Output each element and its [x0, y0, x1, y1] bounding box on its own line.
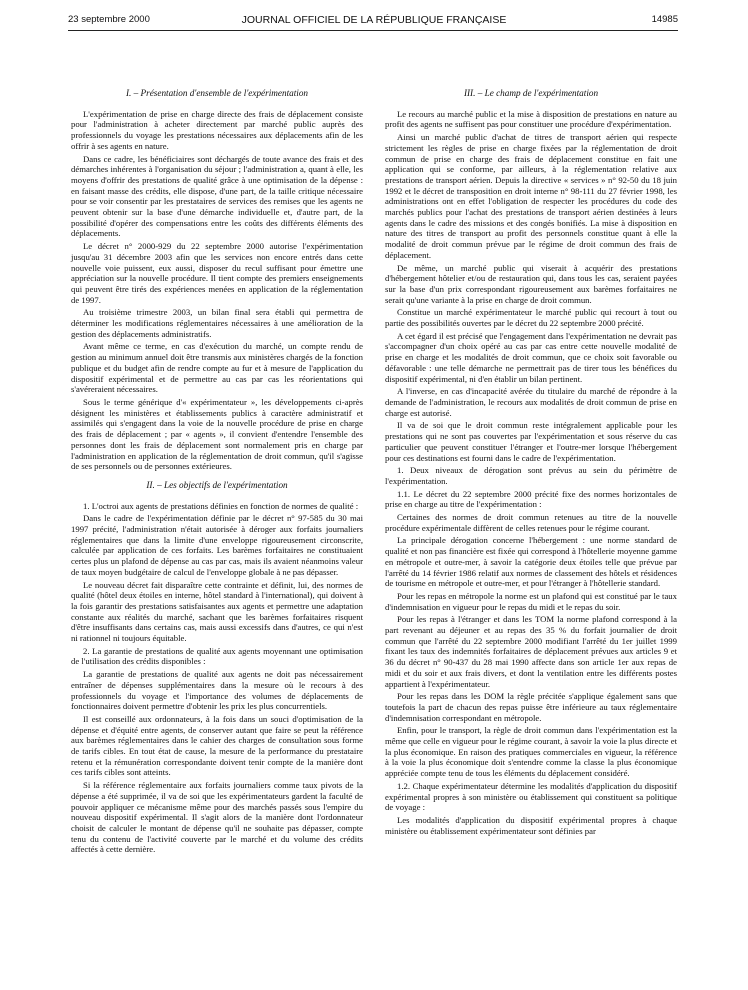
section-2-title: II. – Les objectifs de l'expérimentation	[146, 479, 288, 490]
paragraph: Les modalités d'application du dispositif expérimental propres à chaque ministère ou établissement expérimentateur sont définies par	[385, 815, 677, 836]
paragraph: Le décret n° 2000-929 du 22 septembre 2000 autorise l'expérimentation jusqu'au 31 décembre 2003 afin que les services non encore entrés dans cette nouvelle voie puissent, eux aussi, disposer du recul suffisant pour émettre une appréciation sur la nouvelle procédure. Il tient compte des premiers enseignements qui peuvent être tirés des expériences menées en application de la réglementation de 1997.	[71, 241, 363, 305]
paragraph: Enfin, pour le transport, la règle de droit commun dans l'expérimentation est la même que celle en vigueur pour le régime courant, à savoir la voie la plus directe et la plus économique. En raison des pratiques commerciales en vigueur, la référence à la voie la plus économique doit s'entendre comme la classe la plus économique appréciée compte tenu de tous les éléments du déplacement considéré.	[385, 725, 677, 779]
paragraph: L'expérimentation de prise en charge directe des frais de déplacement consiste pour l'administration à acheter directement par marché public auprès des professionnels du voyage les prestations nécessaires aux déplacements afin de les offrir à ses agents en nature.	[71, 108, 363, 151]
paragraph: Sous le terme générique d'« expérimentateur », les développements ci-après désignent les ministères et établissements publics à caractère administratif et assimilés qui s'engagent dans la voie de la nouvelle procédure de prise en charge des frais de déplacement ; par « agents », il convient d'entendre l'ensemble des personnes dont les frais de déplacement sont normalement pris en charge par l'administration en application de la réglementation de droit commun, qu'il s'agisse de ses personnels ou de personnes extérieures.	[71, 396, 363, 472]
paragraph: Constitue un marché expérimentateur le marché public qui recourt à tout ou partie des possibilités ouvertes par le décret du 22 septembre 2000 précité.	[385, 307, 677, 329]
paragraph: De même, un marché public qui viserait à acquérir des prestations d'hébergement hôtelier et/ou de restauration qui, dans tous les cas, seraient payées sur la base d'un prix correspondant rigoureusement aux barèmes forfaitaires ne serait qu'une variante à la prise en charge de droit commun.	[385, 262, 677, 305]
paragraph: Pour les repas à l'étranger et dans les TOM la norme plafond correspond à la part revenant au déjeuner et au repas des 35 % du forfait journalier de droit commun que l'arrêté du 22 septembre 2000 modifiant l'arrêté du 1er juillet 1999 fixant les taux des indemnités forfaitaires de déplacement prévues aux articles 9 et 36 du décret n° 90-437 du 28 mai 1990 affecte dans son article 1er aux repas de midi et du soir et aux frais divers, et dont la ventilation entre les différents postes appartient à l'expérimentateur.	[385, 614, 677, 689]
paragraph: Pour les repas dans les DOM la règle précitée s'applique également sans que toutefois la part de chacun des repas puisse être inférieure au taux réglementaire d'indemnisation correspondant en métropole.	[385, 691, 677, 723]
paragraph: Si la référence réglementaire aux forfaits journaliers comme taux pivots de la dépense a été supprimée, il va de soi que les expérimentateurs gardent la faculté de pouvoir appliquer ce mécanisme même pour des marchés passés sous l'empire du nouveau dispositif expérimental. Il s'agit alors de la manière dont l'ordonnateur choisit de calculer le montant de dépense qu'il ne souhaite pas dépasser, compte tenu du contenu de l'activité couverte par le marché et du volume des crédits affectés à cette dernière.	[71, 780, 363, 855]
paragraph: 1.1. Le décret du 22 septembre 2000 précité fixe des normes horizontales de prise en charge au titre de l'expérimentation :	[385, 488, 677, 510]
paragraph: Dans le cadre de l'expérimentation définie par le décret n° 97-585 du 30 mai 1997 précité, l'administration n'était autorisée à déroger aux forfaits journaliers réglementaires que dans la limite d'une enveloppe rigoureusement circonscrite, calculée par application de ces forfaits. Les barèmes forfaitaires ne constituaient certes plus un plafond de dépense au cas par cas, mais ils avaient néanmoins valeur de taux moyen budgétaire de calcul de l'enveloppe globale à ne pas dépasser.	[71, 513, 363, 577]
paragraph: 2. La garantie de prestations de qualité aux agents moyennant une optimisation de l'utilisation des crédits disponibles :	[71, 645, 363, 667]
page-number: 14985	[651, 14, 678, 25]
paragraph: Pour les repas en métropole la norme est un plafond qui est constitué par le taux d'indemnisation en vigueur pour le repas du midi et le repas du soir.	[385, 590, 677, 612]
header-rule	[68, 30, 678, 31]
section-1-title: I. – Présentation d'ensemble de l'expérimentation	[125, 88, 309, 98]
section-2-body	[71, 501, 363, 856]
header-date: 23 septembre 2000	[68, 14, 150, 25]
paragraph: Certaines des normes de droit commun retenues au titre de la nouvelle procédure expérimentale diffèrent de celles retenues pour le régime courant.	[385, 512, 677, 533]
paragraph: A l'inverse, en cas d'incapacité avérée du titulaire du marché de répondre à la demande de l'administration, le recours aux modalités de droit commun de prise en charge est autorisé.	[385, 386, 677, 418]
paragraph: A cet égard il est précisé que l'engagement dans l'expérimentation ne devrait pas s'accompagner d'un choix opéré au cas par cas entre cette nouvelle modalité de prise en charge et les modalités de droit commun, que ce choix soit favorable ou défavorable : une telle démarche ne permettrait pas de tirer tous les bénéfices du dispositif expérimental, ni d'en établir un bilan pertinent.	[385, 330, 677, 384]
section-3-body	[385, 109, 677, 837]
left-column	[71, 88, 363, 857]
paragraph: La garantie de prestations de qualité aux agents ne doit pas nécessairement entraîner de dépenses supplémentaires dans la mesure où le recours à des professionnels du voyage et l'importance des volumes de déplacements de fonctionnaires doivent permettre d'obtenir les prix les plus concurrentiels.	[71, 669, 363, 712]
page-header	[0, 14, 748, 30]
paragraph: La principale dérogation concerne l'hébergement : une norme standard de qualité et non pas financière est fixée qui correspond à l'hôtellerie moyenne gamme en métropole et outre-mer, à savoir la catégorie deux étoiles telle que prévue par l'arrêté du 14 février 1986 relatif aux normes de classement des hôtels et résidences de tourisme en métropole et outre-mer, et pour l'étranger à l'hôtellerie standard.	[385, 535, 677, 589]
paragraph: Dans ce cadre, les bénéficiaires sont déchargés de toute avance des frais et des démarches inhérentes à l'organisation du séjour ; l'administration a, quant à elle, les moyens d'offrir des prestations de qualité grâce à une optimisation de la dépense : en faisant masse des crédits, elle dispose, d'une part, de la taille critique nécessaire pour se voir consentir par les prestataires de services des remises que les agents ne peuvent obtenir sur la base d'une démarche individuelle et, d'autre part, de la possibilité d'opérer des compensations entre les coûts des différents éléments des déplacements.	[71, 153, 363, 239]
journal-title: JOURNAL OFFICIEL DE LA RÉPUBLIQUE FRANÇAISE	[241, 14, 507, 26]
paragraph: 1.2. Chaque expérimentateur détermine les modalités d'application du dispositif expérimental propres à son ministère ou établissement qui constituent sa politique de voyage :	[385, 780, 677, 813]
paragraph: Il est conseillé aux ordonnateurs, à la fois dans un souci d'optimisation de la dépense et d'équité entre agents, de conserver autant que faire se peut la référence aux barèmes réglementaires dans le cahier des charges de consultation sous forme de tarifs cibles. En tout état de cause, la mesure de la performance du prestataire retenu et la rémunération correspondante doivent tenir compte de la manière dont ces tarifs cibles sont atteints.	[71, 713, 363, 778]
paragraph: 1. Deux niveaux de dérogation sont prévus au sein du périmètre de l'expérimentation.	[385, 465, 677, 486]
paragraph: 1. L'octroi aux agents de prestations définies en fonction de normes de qualité :	[83, 500, 359, 511]
paragraph: Ainsi un marché public d'achat de titres de transport aérien qui respecte strictement les règles de prise en charge fixées par la réglementation de droit commun de prise en charge des frais de déplacement constitue en fait une application qui se conforme, par ailleurs, à la réglementation relative aux prestations de transport aérien. Depuis la directive « services » n° 92-50 du 18 juin 1992 et le décret de transposition en droit interne n° 98-111 du 27 février 1998, les administrations ont en effet l'obligation de respecter les procédures du code des marchés publics pour l'achat des prestations de transport aérien destinées à leurs agents dans le cadre des missions et des congés bonifiés. La mise à disposition en nature des titres de transport au profit des personnels constitue quant à elle la modalité de droit commun prévue par le régime de droit commun des frais de déplacement.	[385, 132, 677, 260]
paragraph: Le nouveau décret fait disparaître cette contrainte et définit, lui, des normes de qualité (hôtel deux étoiles en interne, hôtel standard à l'international), qui doivent à la fois garantir des prestations satisfaisantes aux agents et permettre une adaptation constante aux réalités du marché, sachant que les barèmes forfaitaires risquent d'être insuffisants dans certains cas, mais aussi excessifs dans d'autres, ce qui n'est ni rationnel ni toujours équitable.	[71, 579, 363, 644]
paragraph: Le recours au marché public et la mise à disposition de prestations en nature au profit des agents ne suffisent pas pour constituer une procédure d'expérimentation.	[385, 108, 677, 130]
paragraph: Au troisième trimestre 2003, un bilan final sera établi qui permettra de déterminer les modifications réglementaires nécessaires à une amélioration de la gestion des déplacements administratifs.	[71, 307, 363, 339]
paragraph: Il va de soi que le droit commun reste intégralement applicable pour les prestations qui ne sont pas couvertes par l'expérimentation et sous réserve du cas particulier que peuvent constituer l'étranger et l'outre-mer lorsque l'hébergement pour ces destinations est fourni dans le cadre de l'expérimentation.	[385, 420, 677, 463]
section-1-body	[71, 109, 363, 472]
right-column	[385, 88, 677, 838]
section-3-title: III. – Le champ de l'expérimentation	[463, 88, 599, 98]
paragraph: Avant même ce terme, en cas d'exécution du marché, un compte rendu de gestion au minimum annuel doit être transmis aux ministères chargés de la fonction publique et du budget afin de rendre compte au fur et à mesure de l'application du dispositif expérimental et de permettre au cas par cas les réorientations qui s'avéreraient nécessaires.	[71, 341, 363, 395]
